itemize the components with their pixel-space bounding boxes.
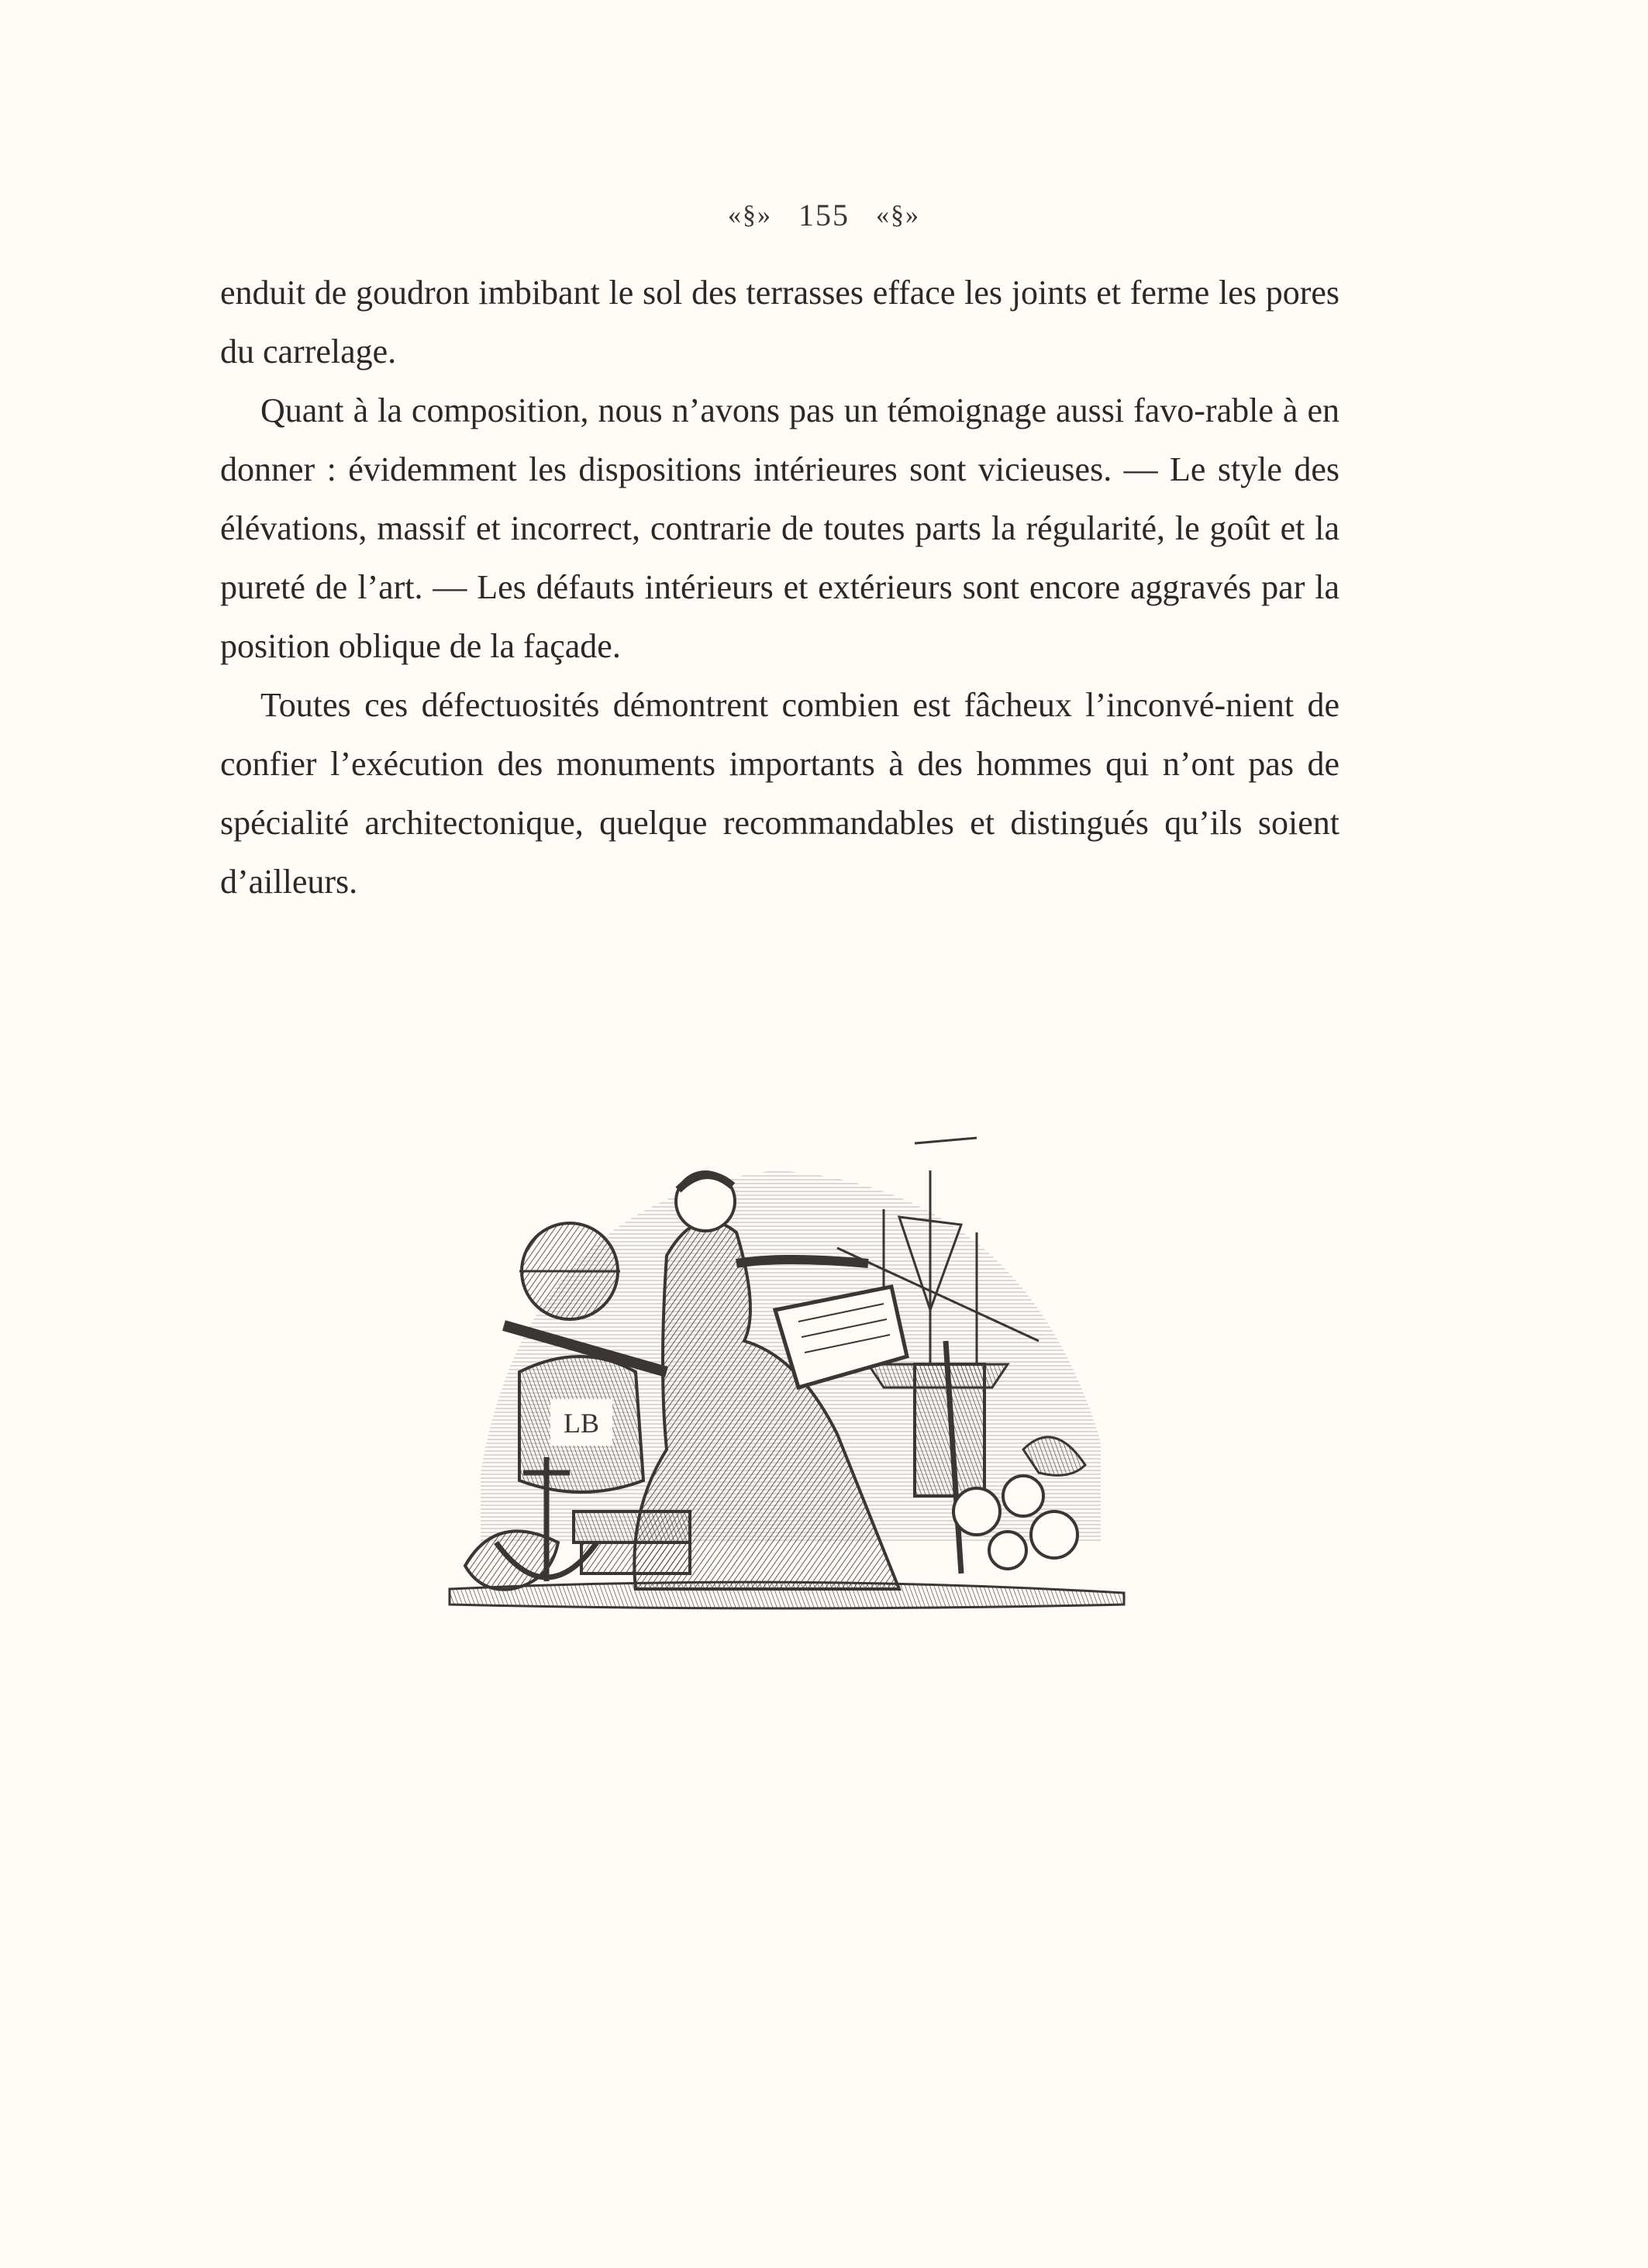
page-header	[0, 194, 1648, 233]
paragraph: Quant à la composition, nous n’avons pas un témoignage aussi favo-rable à en donner : évidemment les dispositions intérieures sont vicieuses. — Le style des élévations, massif et incorrect, contrarie de toutes parts la régularité, le goût et la pureté de l’art. — Les défauts intérieurs et extérieurs sont encore aggravés par la position oblique de la façade.	[220, 391, 1339, 665]
paragraph: Toutes ces défectuosités démontrent combien est fâcheux l’inconvé-nient de confier l’exécution des monuments importants à des hommes qui n’ont pas de spécialité architectonique, quelque recommandables et distingués qu’ils soient d’ailleurs.	[220, 686, 1339, 901]
body-text	[220, 264, 1339, 912]
monogram-label: LB	[563, 1408, 600, 1439]
engraved-vignette	[434, 1108, 1139, 1620]
ornament-left-icon: «§»	[728, 200, 772, 229]
allegory-illustration-icon	[434, 1108, 1139, 1620]
page-number: 155	[798, 198, 850, 233]
paragraph: enduit de goudron imbibant le sol des terrasses efface les joints et ferme les pores du carrelage.	[220, 274, 1339, 371]
ornament-right-icon: «§»	[876, 200, 920, 229]
